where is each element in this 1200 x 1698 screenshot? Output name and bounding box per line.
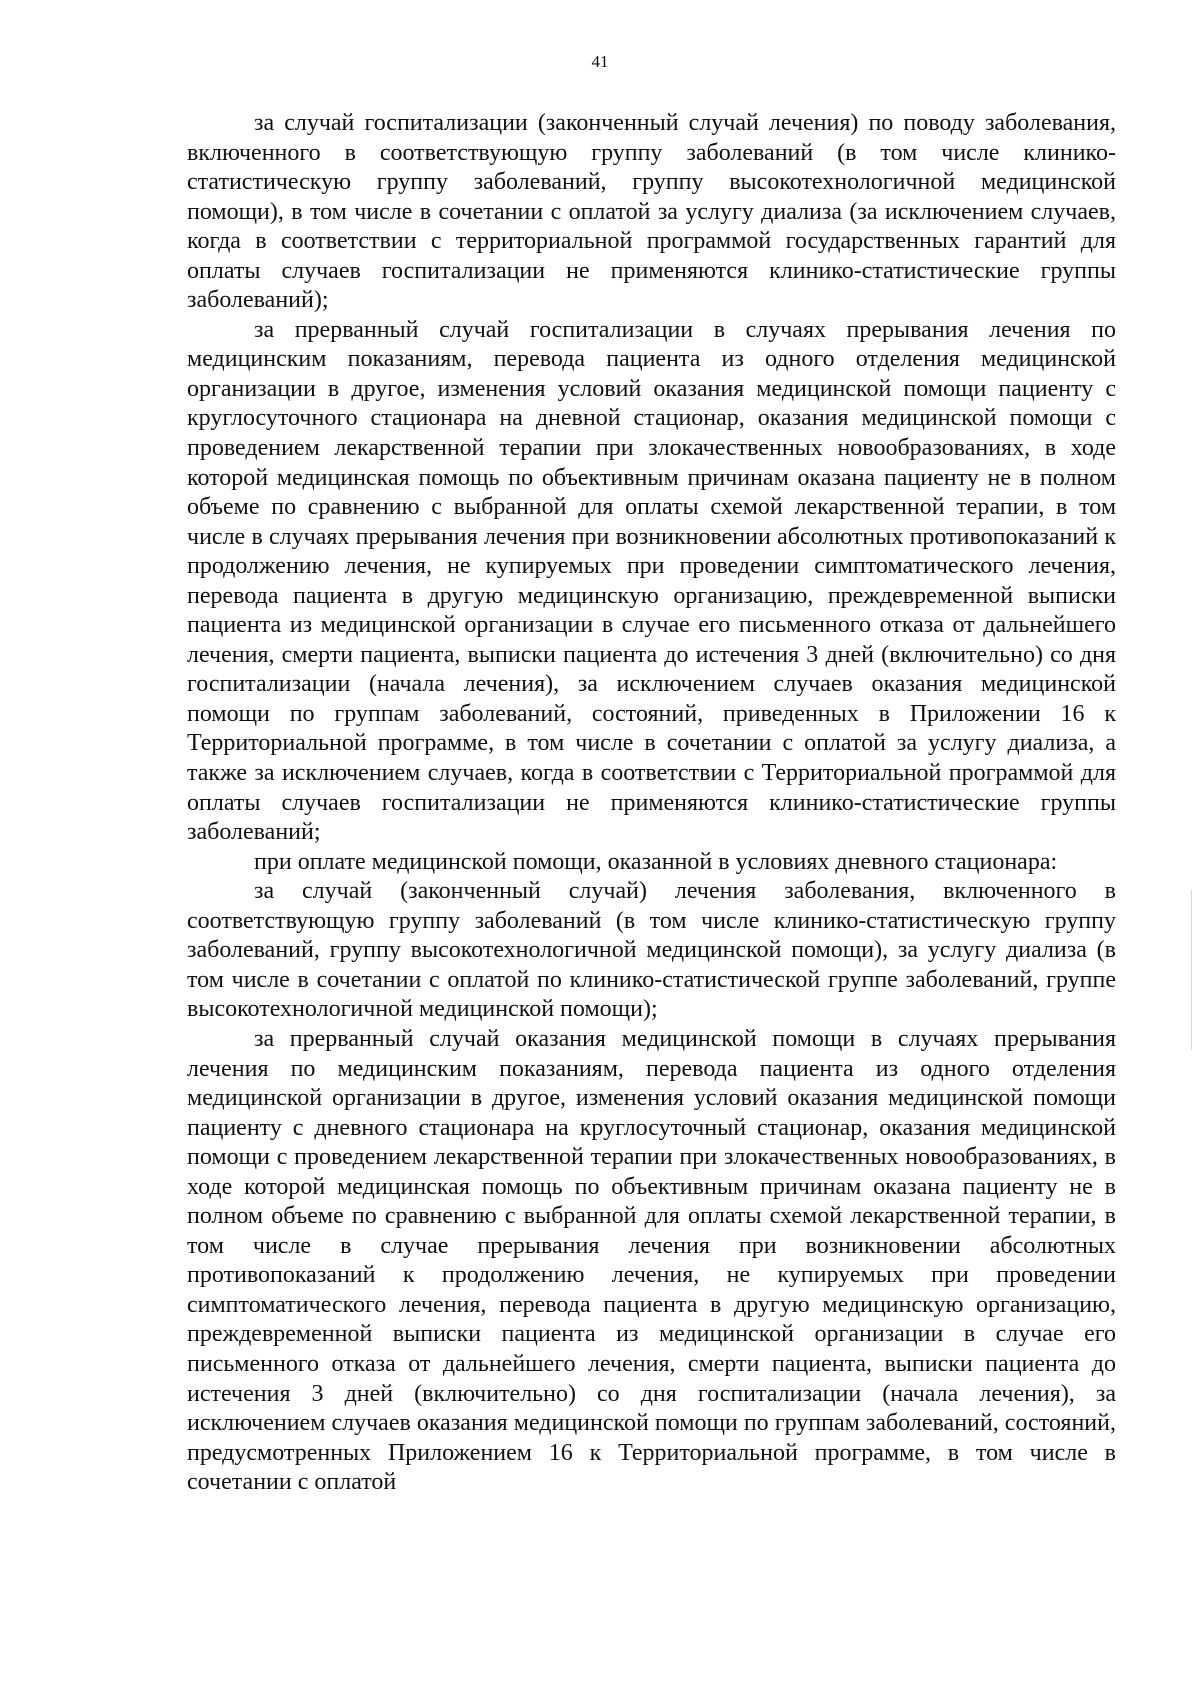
paragraph-interrupted-day-hospital-case: за прерванный случай оказания медицинской помощи в случаях прерывания лечения по медицинским показаниям, перевода пациента из одного отделения медицинской организации в другое, изменения условий оказания медицинской помощи пациенту с дневного стационара на круглосуточный стационар, оказания медицинской помощи с проведением лекарственной терапии при злокачественных новообразованиях, в ходе которой медицинская помощь по объективным причинам оказана пациенту не в полном объеме по сравнению с выбранной для оплаты схемой лекарственной терапии, в том числе в случае прерывания лечения при возникновении абсолютных противопоказаний к продолжению лечения, не купируемых при проведении симптоматического лечения, перевода пациента в другую медицинскую организацию, преждевременной выписки пациента из медицинской организации в случае его письменного отказа от дальнейшего лечения, смерти пациента, выписки пациента до истечения 3 дней (включительно) со дня госпитализации (начала лечения), за исключением случаев оказания медицинской помощи по группам заболеваний, состояний, предусмотренных Приложением 16 к Территориальной программе, в том числе в сочетании с оплатой	[187, 1025, 1116, 1496]
paragraph-hospitalization-case: за случай госпитализации (законченный случай лечения) по поводу заболевания, включенного в соответствующую группу заболеваний (в том числе клинико-статистическую группу заболеваний, группу высокотехнологичной медицинской помощи), в том числе в сочетании с оплатой за услугу диализа (за исключением случаев, когда в соответствии с территориальной программой государственных гарантий для оплаты случаев госпитализации не применяются клинико-статистические группы заболеваний);	[187, 110, 1116, 314]
page-number: 41	[591, 52, 609, 71]
paragraph-day-hospital-heading: при оплате медицинской помощи, оказанной в условиях дневного стационара:	[254, 848, 1058, 875]
paragraph-interrupted-hospitalization: за прерванный случай госпитализации в случаях прерывания лечения по медицинским показаниям, перевода пациента из одного отделения медицинской организации в другое, изменения условий оказания медицинской помощи пациенту с круглосуточного стационара на дневной стационар, оказания медицинской помощи с проведением лекарственной терапии при злокачественных новообразованиях, в ходе которой медицинская помощь по объективным причинам оказана пациенту не в полном объеме по сравнению с выбранной для оплаты схемой лекарственной терапии, в том числе в случаях прерывания лечения при возникновении абсолютных противопоказаний к продолжению лечения, не купируемых при проведении симптоматического лечения, перевода пациента в другую медицинскую организацию, преждевременной выписки пациента из медицинской организации в случае его письменного отказа от дальнейшего лечения, смерти пациента, выписки пациента до истечения 3 дней (включительно) со дня госпитализации (начала лечения), за исключением случаев оказания медицинской помощи по группам заболеваний, состояний, приведенных в Приложении 16 к Территориальной программе, в том числе в сочетании с оплатой за услугу диализа, а также за исключением случаев, когда в соответствии с Территориальной программой для оплаты случаев госпитализации не применяются клинико-статистические группы заболеваний;	[187, 316, 1116, 846]
paragraph-day-hospital-case: за случай (законченный случай) лечения заболевания, включенного в соответствующую группу заболеваний (в том числе клинико-статистическую группу заболеваний, группу высокотехнологичной медицинской помощи), за услугу диализа (в том числе в сочетании с оплатой по клинико-статистической группе заболеваний, группе высокотехнологичной медицинской помощи);	[187, 878, 1116, 1023]
body-text	[187, 109, 1116, 1498]
scan-edge-mark	[1191, 890, 1192, 1050]
